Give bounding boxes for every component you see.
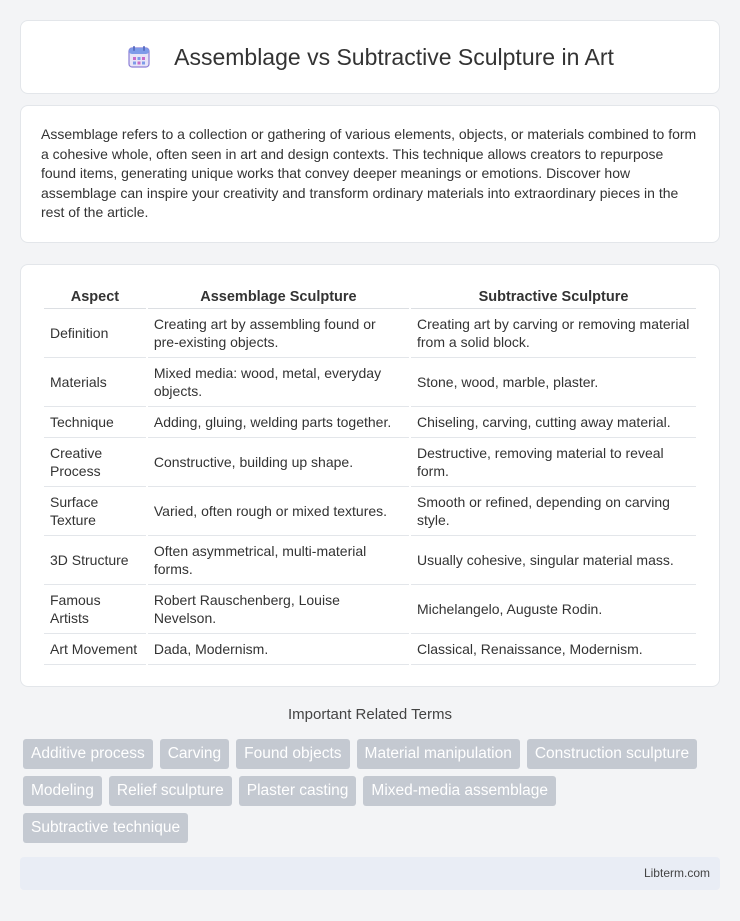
table-row xyxy=(44,487,696,536)
tag-additive-process[interactable]: Additive process xyxy=(23,739,153,769)
intro-text: Assemblage refers to a collection or gathering of various elements, objects, or materials combined to form a cohesive whole, often seen in art and design contexts. This technique allows creators to repurpose found items, generating unique works that convey deeper meanings or emotions. Discover how assemblage can inspire your creativity and transform ordinary materials into extraordinary pieces in the rest of the article. xyxy=(41,126,697,221)
table-cell-aspect: Materials xyxy=(44,358,146,407)
table-row xyxy=(44,634,696,665)
comparison-table xyxy=(42,285,698,665)
table-row xyxy=(44,536,696,585)
table-cell-assemblage: Varied, often rough or mixed textures. xyxy=(148,487,409,536)
table-cell-assemblage: Dada, Modernism. xyxy=(148,634,409,665)
footer xyxy=(20,857,720,890)
table-cell-aspect: 3D Structure xyxy=(44,536,146,585)
table-header-row xyxy=(44,285,696,309)
table-cell-assemblage: Robert Rauschenberg, Louise Nevelson. xyxy=(148,585,409,634)
tag-found-objects[interactable]: Found objects xyxy=(236,739,349,769)
table-row xyxy=(44,407,696,438)
header-subtractive: Subtractive Sculpture xyxy=(411,285,696,309)
table-cell-aspect: Creative Process xyxy=(44,438,146,487)
table-cell-subtractive: Stone, wood, marble, plaster. xyxy=(411,358,696,407)
table-cell-subtractive: Michelangelo, Auguste Rodin. xyxy=(411,585,696,634)
table-cell-subtractive: Smooth or refined, depending on carving style. xyxy=(411,487,696,536)
table-cell-aspect: Surface Texture xyxy=(44,487,146,536)
table-cell-aspect: Definition xyxy=(44,309,146,358)
table-cell-aspect: Famous Artists xyxy=(44,585,146,634)
calendar-icon xyxy=(126,44,152,70)
tag-modeling[interactable]: Modeling xyxy=(23,776,102,806)
header-assemblage: Assemblage Sculpture xyxy=(148,285,409,309)
table-cell-subtractive: Usually cohesive, singular material mass. xyxy=(411,536,696,585)
tag-relief-sculpture[interactable]: Relief sculpture xyxy=(109,776,232,806)
table-cell-aspect: Technique xyxy=(44,407,146,438)
table-cell-assemblage: Constructive, building up shape. xyxy=(148,438,409,487)
table-cell-aspect: Art Movement xyxy=(44,634,146,665)
table-row xyxy=(44,585,696,634)
table-row xyxy=(44,358,696,407)
tag-mixed-media-assemblage[interactable]: Mixed-media assemblage xyxy=(363,776,556,806)
header-card xyxy=(20,20,720,94)
table-cell-subtractive: Destructive, removing material to reveal form. xyxy=(411,438,696,487)
tag-construction-sculpture[interactable]: Construction sculpture xyxy=(527,739,697,769)
table-row xyxy=(44,309,696,358)
table-row xyxy=(44,438,696,487)
table-cell-assemblage: Mixed media: wood, metal, everyday objects. xyxy=(148,358,409,407)
related-terms-title: Important Related Terms xyxy=(288,706,452,723)
tag-plaster-casting[interactable]: Plaster casting xyxy=(239,776,357,806)
table-cell-assemblage: Often asymmetrical, multi-material forms. xyxy=(148,536,409,585)
tag-material-manipulation[interactable]: Material manipulation xyxy=(357,739,520,769)
tag-carving[interactable]: Carving xyxy=(160,739,229,769)
page-title: Assemblage vs Subtractive Sculpture in Art xyxy=(174,43,614,70)
comparison-table-card xyxy=(20,264,720,687)
header-aspect: Aspect xyxy=(44,285,146,309)
table-cell-subtractive: Classical, Renaissance, Modernism. xyxy=(411,634,696,665)
table-cell-assemblage: Creating art by assembling found or pre-existing objects. xyxy=(148,309,409,358)
table-cell-subtractive: Creating art by carving or removing material from a solid block. xyxy=(411,309,696,358)
table-cell-subtractive: Chiseling, carving, cutting away material. xyxy=(411,407,696,438)
intro-card xyxy=(20,105,720,243)
footer-site-link[interactable]: Libterm.com xyxy=(643,866,710,880)
tag-subtractive-technique[interactable]: Subtractive technique xyxy=(23,813,188,843)
related-terms-tags xyxy=(23,739,723,843)
table-cell-assemblage: Adding, gluing, welding parts together. xyxy=(148,407,409,438)
